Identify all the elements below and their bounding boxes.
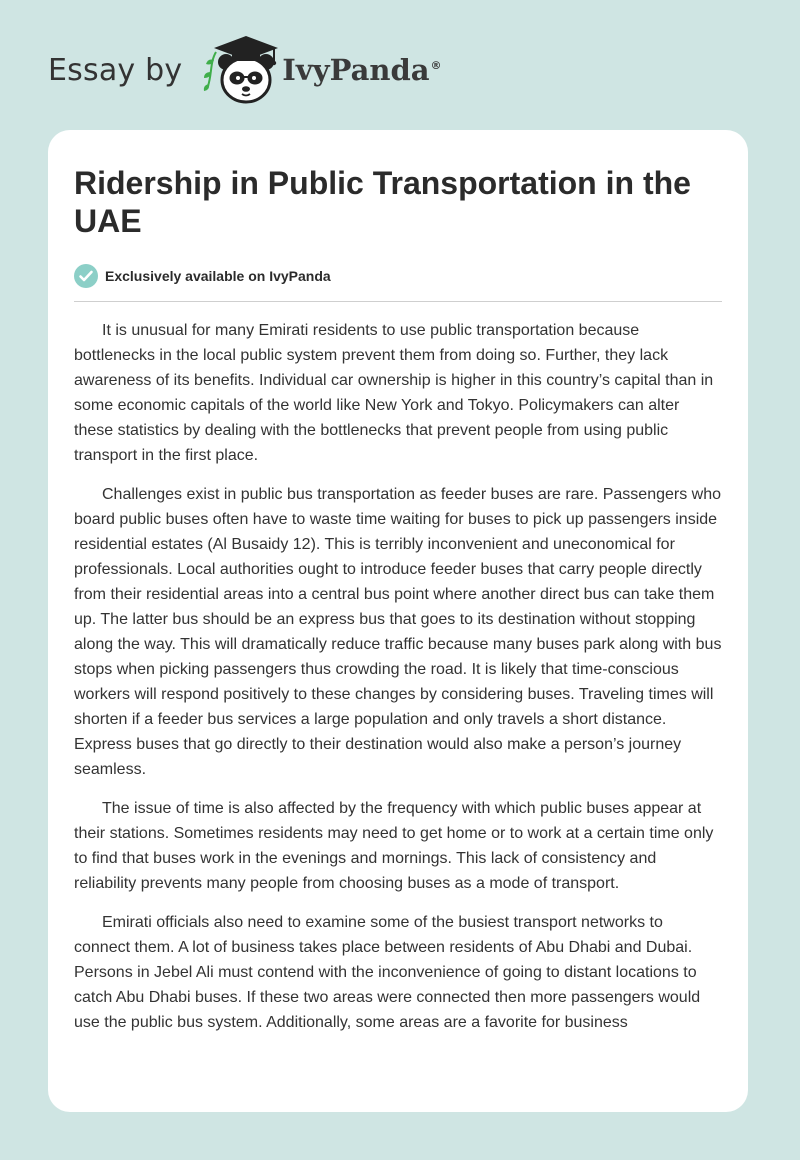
exclusive-badge bbox=[74, 264, 722, 302]
exclusive-badge-label: Exclusively available on IvyPanda bbox=[105, 268, 331, 284]
brand-name[interactable] bbox=[282, 53, 441, 87]
essay-by-label: Essay by bbox=[48, 52, 183, 88]
check-circle-icon bbox=[74, 264, 98, 288]
essay-paragraph: Challenges exist in public bus transportation as feeder buses are rare. Passengers who board public buses often have to waste time waiting for buses to pick up passengers inside residential estates (Al Busaidy 12). This is terribly inconvenient and uneconomical for professionals. Local authorities ought to introduce feeder buses that carry people directly from their residential areas into a central bus point where another direct bus can take them up. The latter bus should be an express bus that goes to its destination without stopping along the way. This will dramatically reduce traffic because many buses park along with bus stops when picking passengers thus crowding the road. It is likely that time-conscious workers will respond positively to these changes by considering buses. Traveling times will shorten if a feeder bus services a large population and only travels a short distance. Express buses that go directly to their destination would also make a person’s journey seamless. bbox=[74, 486, 722, 778]
essay-paragraph: Emirati officials also need to examine some of the busiest transport networks to connect them. A lot of business takes place between residents of Abu Dhabi and Dubai. Persons in Jebel Ali must contend with the inconvenience of going to distant locations to catch Abu Dhabi buses. If these two areas were connected then more passengers would use the public bus system. Additionally, some areas are a favorite for business bbox=[74, 914, 701, 1031]
essay-paragraph: The issue of time is also affected by the frequency with which public buses appear at their stations. Sometimes residents may need to get home or to work at a certain time only to find that buses work in the evenings and mornings. This lack of consistency and reliability prevents many people from choosing buses as a mode of transport. bbox=[74, 800, 714, 892]
essay-paragraph: It is unusual for many Emirati residents to use public transportation because bottlenecks in the local public system prevent them from doing so. Further, they lack awareness of its benefits. Individual car ownership is higher in this country’s capital than in some economic capitals of the world like New York and Tokyo. Policymakers can alter these statistics by dealing with the bottlenecks that prevent people from using public transport in the first place. bbox=[74, 322, 714, 464]
essay-body bbox=[74, 318, 722, 1035]
essay-title: Ridership in Public Transportation in the UAE bbox=[74, 165, 691, 239]
essay-card bbox=[48, 130, 748, 1112]
brand-name-text: IvyPanda bbox=[282, 53, 430, 87]
ivypanda-logo-icon[interactable] bbox=[196, 30, 284, 110]
site-header bbox=[48, 30, 442, 110]
registered-mark: ® bbox=[430, 59, 442, 73]
